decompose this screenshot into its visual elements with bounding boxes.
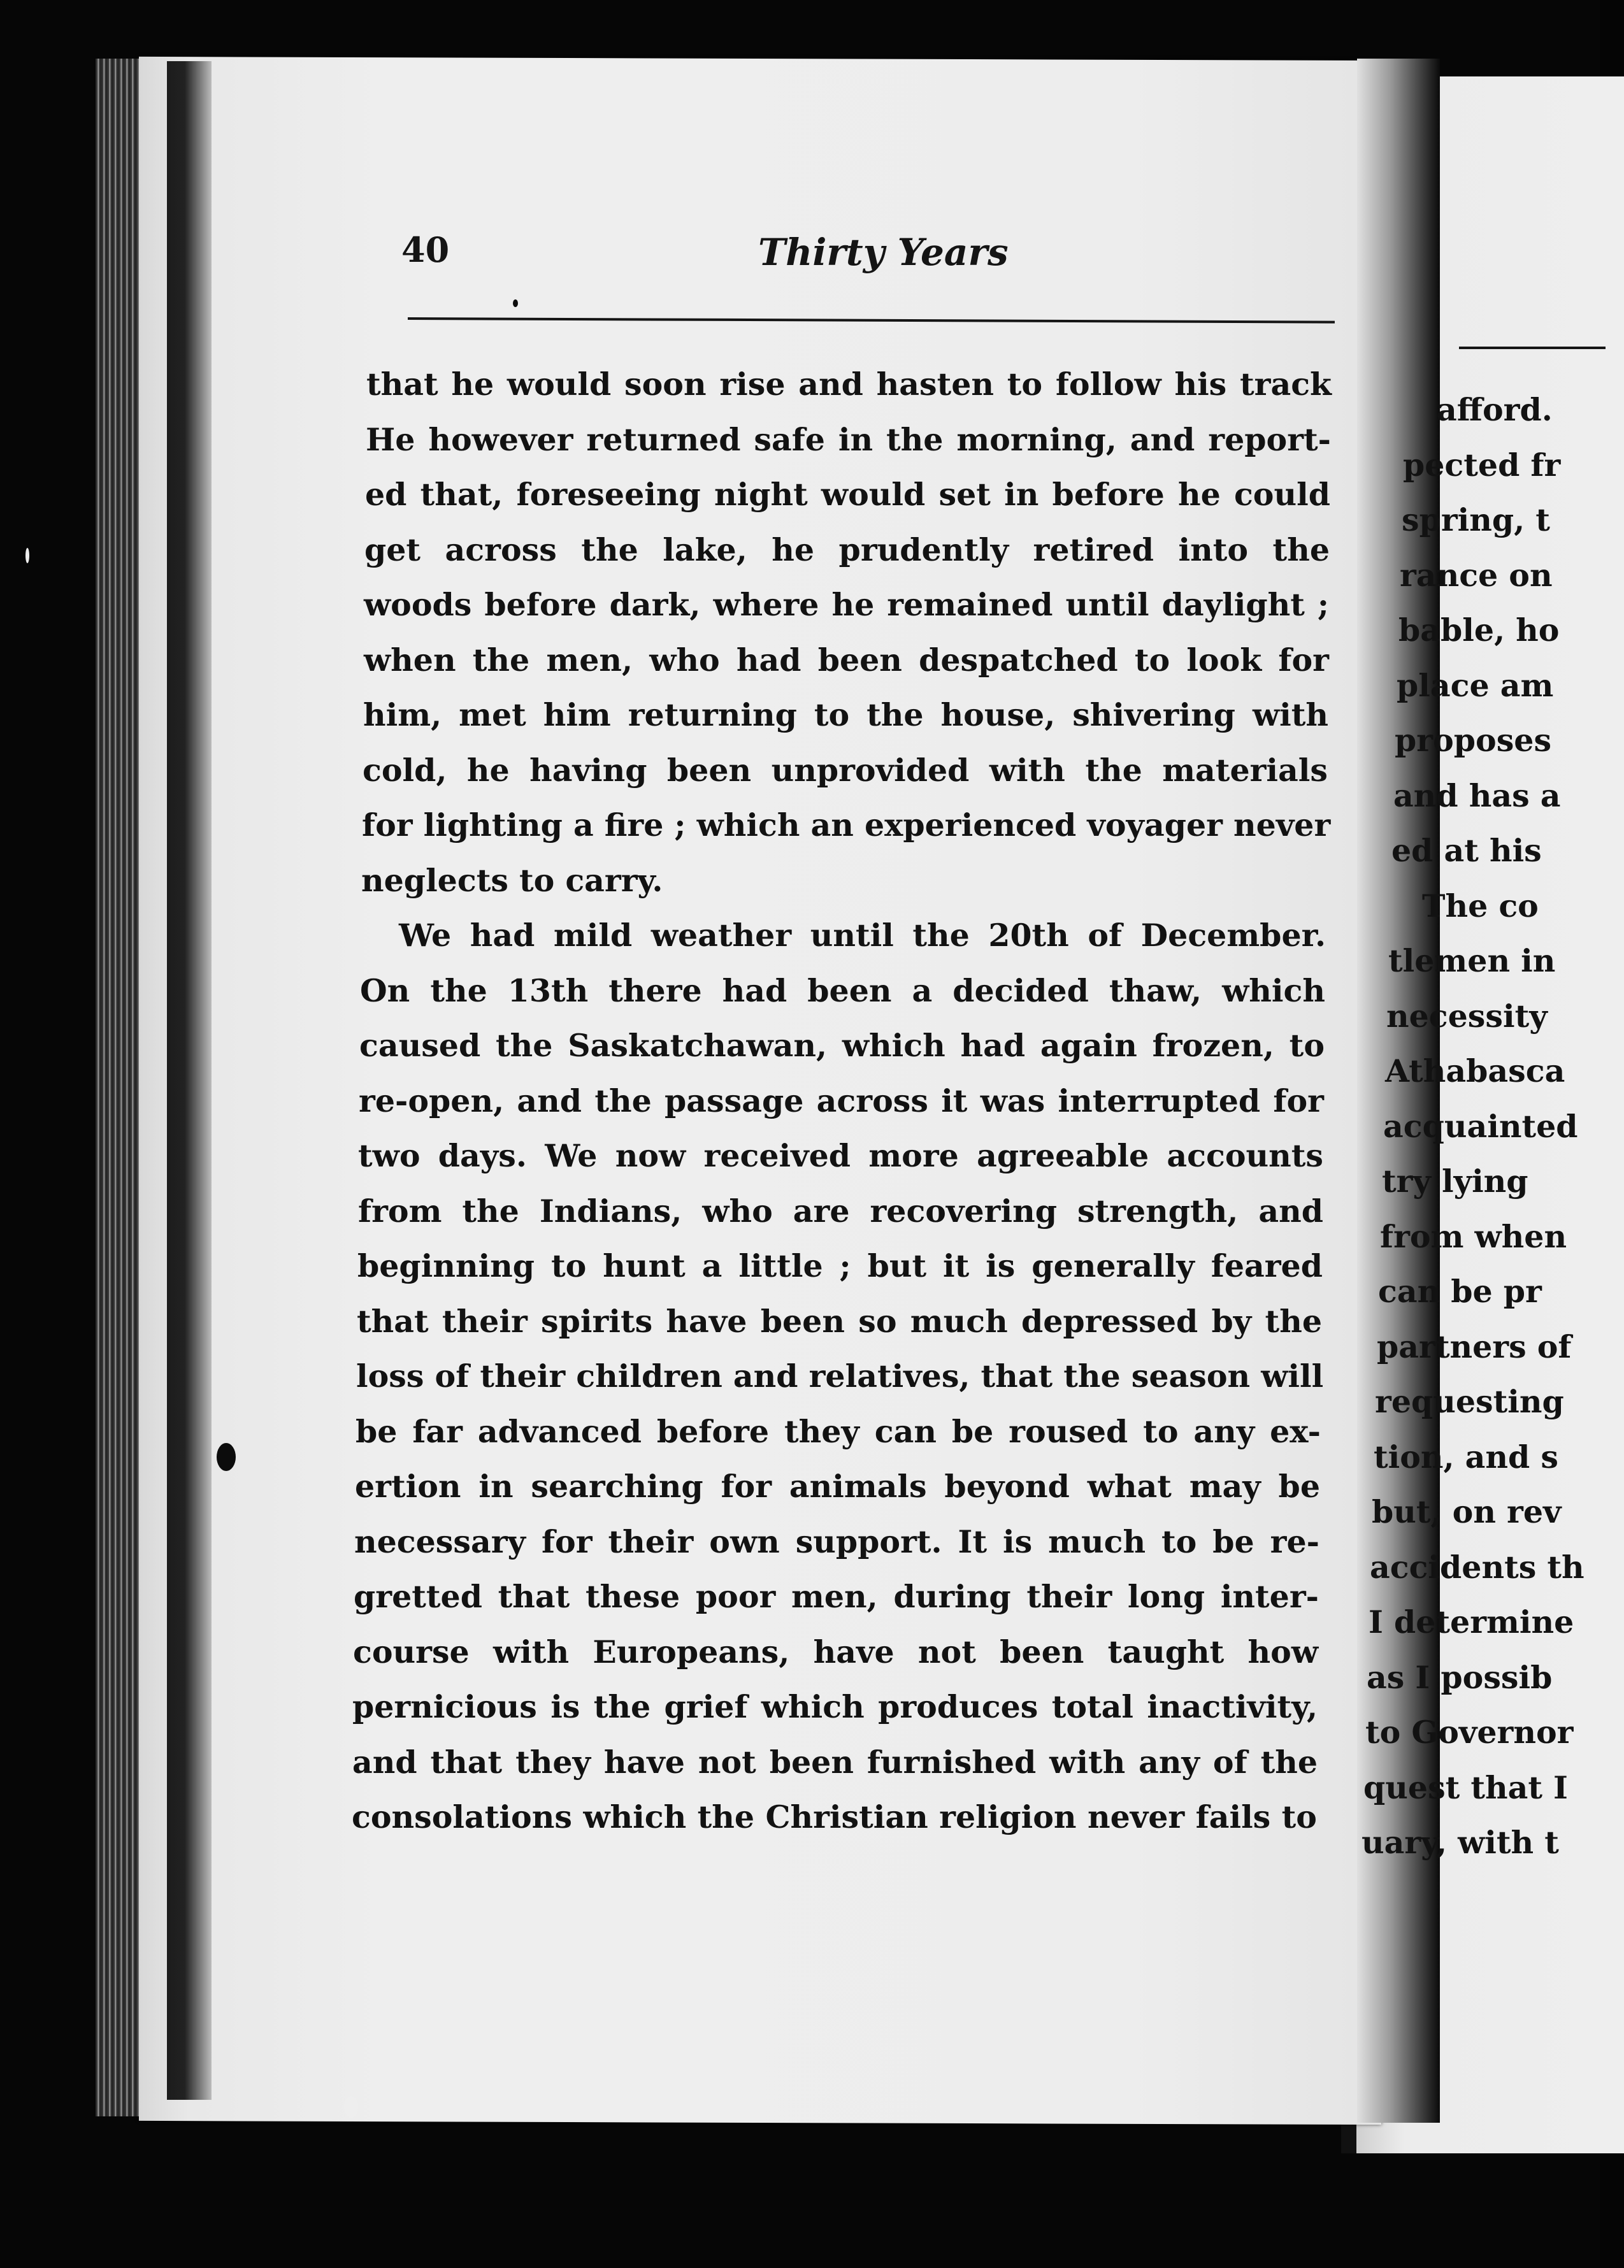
left-page-body — [352, 357, 1347, 1845]
text-line: acquainted — [1383, 1107, 1578, 1145]
text-line: cold, he having been unprovided with the materials — [363, 751, 1328, 789]
text-line: proposes — [1395, 722, 1552, 759]
running-title: Thirty Years — [758, 231, 1009, 274]
text-line: tlemen in — [1388, 942, 1556, 979]
text-line: try lying — [1382, 1163, 1528, 1200]
paper-flaw — [344, 2096, 358, 2118]
text-line: bable, ho — [1398, 612, 1560, 649]
text-line: pernicious is the grief which produces total inactivity, — [352, 1688, 1318, 1725]
text-line: beginning to hunt a little ; but it is generally feared — [357, 1247, 1323, 1284]
text-line: from the Indians, who are recovering strength, and — [358, 1192, 1323, 1230]
text-line: re-open, and the passage across it was interrupted for — [359, 1082, 1324, 1119]
text-line: as I possib — [1367, 1658, 1553, 1696]
text-line: and that they have not been furnished with any of the — [352, 1743, 1318, 1781]
paper-flaw — [25, 548, 29, 563]
text-line: On the 13th there had been a decided thaw, which — [360, 972, 1325, 1009]
text-line: tion, and s — [1374, 1438, 1558, 1475]
text-line: him, met him returning to the house, shivering with — [363, 696, 1328, 733]
text-line: consolations which the Christian religion never fails to — [352, 1798, 1317, 1835]
text-line: course with Europeans, have not been taught how — [353, 1633, 1318, 1670]
ink-blot — [217, 1443, 236, 1471]
text-line: The co — [1422, 887, 1539, 924]
text-line: two days. We now received more agreeable accounts — [358, 1137, 1323, 1174]
text-line: neglects to carry. — [361, 861, 663, 899]
text-line: when the men, who had been despatched to look for — [364, 641, 1329, 678]
page-header — [401, 229, 1344, 293]
text-line: for lighting a fire ; which an experienced voyager never — [362, 807, 1331, 843]
text-line: accidents th — [1370, 1548, 1584, 1586]
text-line: can be pr — [1378, 1273, 1542, 1310]
text-line: necessity — [1386, 997, 1548, 1035]
text-line: caused the Saskatchawan, which had again frozen, to — [359, 1027, 1325, 1064]
text-line: place am — [1397, 666, 1554, 704]
page-number: 40 — [401, 229, 450, 270]
text-line: requesting — [1375, 1383, 1564, 1420]
text-line: We had mild weather until the 20th of December. — [399, 917, 1326, 954]
text-line: ertion in searching for animals beyond what may be — [355, 1468, 1320, 1505]
text-line: loss of their children and relatives, that the season will — [356, 1358, 1324, 1395]
text-line: ed that, foreseeing night would set in before he could — [365, 476, 1330, 513]
text-line: afford. — [1437, 391, 1553, 428]
left-page-shadow — [167, 61, 212, 2100]
text-line: quest that I — [1363, 1769, 1568, 1806]
text-line: get across the lake, he prudently retired into the — [364, 531, 1330, 568]
text-line: that he would soon rise and hasten to follow his track — [366, 366, 1332, 403]
text-line: woods before dark, where he remained until daylight ; — [364, 586, 1329, 623]
text-line: that their spirits have been so much depressed by the — [357, 1302, 1322, 1340]
text-line: I determine — [1369, 1604, 1574, 1640]
text-line: ed at his — [1391, 832, 1542, 869]
text-line: gretted that these poor men, during their long inter- — [354, 1578, 1319, 1615]
text-line: from when — [1380, 1217, 1567, 1255]
text-line: rance on — [1400, 556, 1553, 594]
text-line: uary, with t — [1362, 1824, 1559, 1861]
text-line: spring, t — [1402, 501, 1550, 538]
text-line: Athabasca — [1385, 1052, 1565, 1089]
text-line: be far advanced before they can be roused to any ex- — [356, 1412, 1321, 1450]
text-line: and has a — [1393, 777, 1561, 814]
text-line: He however returned safe in the morning, and report- — [366, 420, 1331, 458]
ink-dot — [513, 299, 518, 307]
text-line: to Governor — [1365, 1714, 1574, 1751]
text-line: pected fr — [1403, 446, 1561, 484]
text-line: but, on rev — [1372, 1493, 1562, 1530]
right-page-body — [1362, 344, 1609, 1870]
text-line: partners of — [1377, 1328, 1572, 1365]
text-line: necessary for their own support. It is much to be re- — [354, 1523, 1319, 1560]
